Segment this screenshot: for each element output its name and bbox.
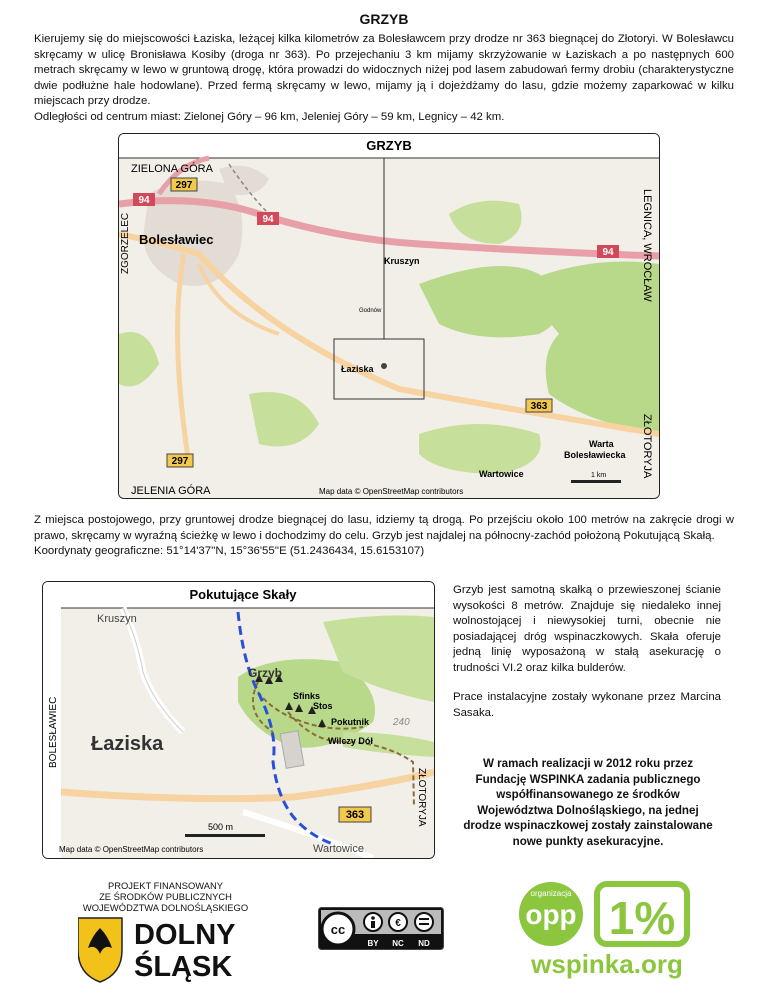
elevation-label: 240 — [393, 717, 410, 728]
overview-map-canvas — [119, 134, 659, 498]
map1-title: GRZYB — [366, 138, 412, 153]
cc-license-badge — [318, 907, 444, 950]
svg-text:94: 94 — [138, 195, 150, 206]
detail-map-canvas — [43, 582, 434, 858]
rock-grzyb: Grzyb — [248, 666, 283, 680]
map1-attribution: Map data © OpenStreetMap contributors — [319, 487, 464, 496]
wspinka-logo — [507, 880, 707, 980]
rock-stos: Stos — [313, 701, 333, 711]
overview-map — [118, 133, 660, 499]
distances-line: Odległości od centrum miast: Zielonej Góry – 96 km, Jeleniej Góry – 59 km, Legnicy – 42 km. — [34, 110, 505, 123]
town-boleslawiec: Bolesławiec — [139, 232, 214, 247]
svg-text:94: 94 — [262, 214, 274, 225]
town-kruszyn: Kruszyn — [384, 256, 420, 266]
label-boleslawiec: BOLESŁAWIEC — [48, 696, 59, 768]
svg-text:BY: BY — [367, 939, 379, 948]
label-zielona-gora: ZIELONA GÓRA — [131, 163, 213, 175]
rock-pokutnik: Pokutnik — [331, 717, 370, 727]
town-laziska: Łaziska — [91, 733, 164, 755]
rock-description — [453, 583, 721, 735]
nd-icon — [415, 913, 433, 931]
label-wartowice: Wartowice — [313, 843, 364, 855]
svg-text:297: 297 — [171, 456, 189, 467]
road-badge-363 — [526, 399, 552, 412]
svg-text:wspinka.org: wspinka.org — [531, 949, 683, 979]
intro-text — [34, 32, 734, 126]
town-warta-2: Bolesławiecka — [564, 450, 626, 460]
svg-text:organizacja: organizacja — [530, 889, 572, 898]
approach-text — [34, 513, 734, 560]
rock-sfinks: Sfinks — [293, 691, 321, 701]
project-credit: PROJEKT FINANSOWANY ZE ŚRODKÓW PUBLICZNYCH WOJEWÓDZTWA DOLNOŚLĄSKIEGO — [82, 880, 249, 913]
funding-note: W ramach realizacji w 2012 roku przez Fundację WSPINKA zadania publicznego współfinansowanego ze środków Województwa Dolnośląskiego, na jednej drodze wspinaczkowej zostały zainstalowane nowe punkty asekuracyjne. — [463, 757, 713, 848]
svg-text:94: 94 — [602, 247, 614, 258]
label-kruszyn: Kruszyn — [97, 613, 137, 625]
label-zlotoryja: ZŁOTORYJA — [641, 414, 653, 479]
road-badge-363: 363 — [345, 809, 365, 821]
svg-text:1%: 1% — [608, 892, 676, 944]
town-laziska: Łaziska — [341, 364, 374, 374]
intro-paragraph: Kierujemy się do miejscowości Łaziska, leżącej kilka kilometrów za Bolesławcem przy drodze nr 363 biegnącej do Złotoryi. W Bolesławcu skręcamy w ulicę Bronisława Kosiby (droga nr 363). Po przejechaniu 3 km mijamy skrzyżowanie w Łaziskach a po następnych 600 metrach skręcamy w lewo w gruntową drogę, która prowadzi do widocznych niżej pod lasem zabudowań fermy drobiu (charakterystyczne dwie podłużne hale hodowlane). Przed fermą skręcamy w lewo, mijamy ją i dojeżdżamy do lasu, gdzie możemy zaparkować w kilku miejscach przy drodze. — [34, 33, 734, 108]
town-godnow: Godnów — [359, 308, 382, 314]
approach-paragraph: Z miejsca postojowego, przy gruntowej drodze biegnącej do lasu, idziemy tą drogą. Po przejściu około 100 metrów na zakręcie drogi w prawo, skręcamy w wyraźną ścieżkę w lewo i dochodzimy do celu. Grzyb jest najdalej na północny-zachód położoną Pokutującą Skałą. — [34, 514, 734, 542]
map2-scale: 500 m — [208, 822, 234, 832]
map1-scale: 1 km — [591, 472, 607, 479]
town-wartowice: Wartowice — [479, 469, 524, 479]
svg-text:€: € — [395, 918, 401, 929]
svg-text:297: 297 — [175, 180, 193, 191]
svg-text:opp: opp — [525, 899, 577, 930]
label-legnica: LEGNICA, WROCŁAW — [641, 189, 653, 302]
map2-attribution: Map data © OpenStreetMap contributors — [59, 845, 204, 854]
rock-wilczy-dol: Wilczy Dół — [328, 736, 373, 746]
svg-text:363: 363 — [530, 401, 548, 412]
map2-title: Pokutujące Skały — [189, 587, 297, 602]
svg-text:DOLNY: DOLNY — [134, 919, 236, 951]
installer-paragraph: Prace instalacyjne zostały wykonane przez Marcina Sasaka. — [453, 691, 721, 719]
road-badge-94 — [133, 193, 155, 206]
svg-text:ND: ND — [418, 939, 430, 948]
town-warta: Warta — [589, 439, 614, 449]
svg-text:NC: NC — [392, 939, 404, 948]
dolny-slask-logo — [78, 914, 268, 984]
road-badge-297 — [171, 178, 197, 191]
svg-text:cc: cc — [330, 922, 346, 937]
description-paragraph: Grzyb jest samotną skałką o przewieszonej ścianie wysokości 8 metrów. Znajduje się niedaleko innej wolnostojącej i niewysokiej turni, obecnie nie posiadającej dróg wspinaczkowych. Skała oferuje jedną linię wyposażoną w stałą asekurację o trudności VI.2 oraz kilka bulderów. — [453, 584, 721, 674]
label-zgorzelec: ZGORZELEC — [120, 212, 131, 274]
page-title: GRZYB — [359, 11, 409, 27]
detail-map — [42, 581, 435, 859]
coordinates-line: Koordynaty geograficzne: 51°14'37''N, 15°36'55''E (51.2436434, 15.6153107) — [34, 545, 425, 558]
label-zlotoryja: ZŁOTORYJA — [416, 768, 427, 827]
label-jelenia-gora: JELENIA GÓRA — [131, 485, 211, 497]
svg-text:ŚLĄSK: ŚLĄSK — [134, 951, 233, 983]
